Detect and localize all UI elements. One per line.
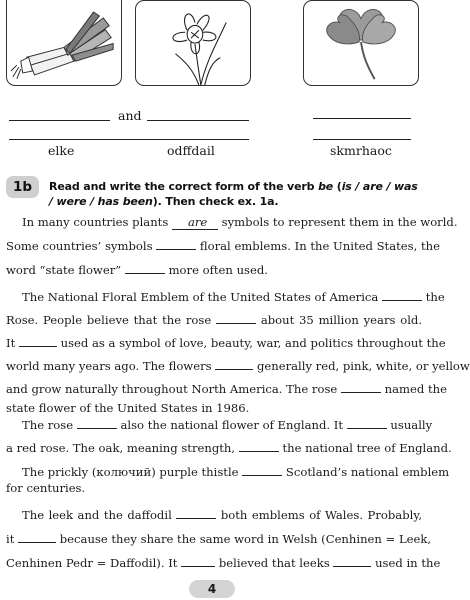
blank[interactable] xyxy=(77,417,117,429)
blank[interactable] xyxy=(341,381,381,393)
paragraph: The leek and the daffodil both emblems of Wales. Probably, it because they share the same word in Welsh (Cenhinen = Leek, Cenhinen Pedr = Daffodil). It believed that leeks used in the xyxy=(6,508,441,570)
blank[interactable] xyxy=(156,238,196,250)
page-number: 4 xyxy=(189,580,235,598)
example-answer: are xyxy=(172,216,218,230)
shamrock-icon xyxy=(304,1,418,85)
daffodil-picture xyxy=(135,0,251,86)
blank[interactable] xyxy=(333,555,371,567)
paragraph: The prickly (колючий) purple thistle Scotland’s national emblem for centuries. xyxy=(6,465,450,495)
blank[interactable] xyxy=(347,417,387,429)
blank[interactable] xyxy=(125,262,165,274)
paragraph: The National Floral Emblem of the United States of America the Rose. People believe that the rose about 35 million years old. It used as a symbol of love, beauty, war, and politics throughout the world many years ago. The flowers generally red, pink, white, or yellow and grow naturally throughout North America. The rose named the state flower of the United States in 1986. xyxy=(6,290,470,415)
blank[interactable] xyxy=(19,335,57,347)
blank[interactable] xyxy=(181,555,215,567)
answer-line xyxy=(9,139,249,140)
blank[interactable] xyxy=(18,531,56,543)
connector-word: and xyxy=(118,108,142,123)
daffodil-icon xyxy=(136,1,250,85)
exercise-instruction: Read and write the correct form of the verb be (is / are / was / were / has been). Then check ex. 1a. xyxy=(49,180,418,208)
shamrock-picture xyxy=(303,0,419,86)
leek-picture xyxy=(6,0,122,86)
scrambled-word: odffdail xyxy=(167,143,215,158)
leek-icon xyxy=(7,0,121,85)
exercise-number: 1b xyxy=(6,176,39,198)
blank[interactable] xyxy=(216,312,256,324)
answer-line xyxy=(313,139,411,140)
blank[interactable] xyxy=(382,289,422,301)
answer-line xyxy=(9,120,110,121)
blank[interactable] xyxy=(176,507,216,519)
paragraph: In many countries plants are symbols to represent them in the world. Some countries’ symbols floral emblems. In the United States, the word “state flower” more often used. xyxy=(6,215,458,277)
answer-line xyxy=(147,120,249,121)
blank[interactable] xyxy=(239,440,279,452)
answer-line xyxy=(313,118,411,119)
scrambled-word: skmrhaoc xyxy=(330,143,392,158)
paragraph: The rose also the national flower of England. It usually a red rose. The oak, meaning strength, the national tree of England. xyxy=(6,418,452,455)
blank[interactable] xyxy=(242,464,282,476)
blank[interactable] xyxy=(215,358,253,370)
scrambled-word: elke xyxy=(48,143,75,158)
